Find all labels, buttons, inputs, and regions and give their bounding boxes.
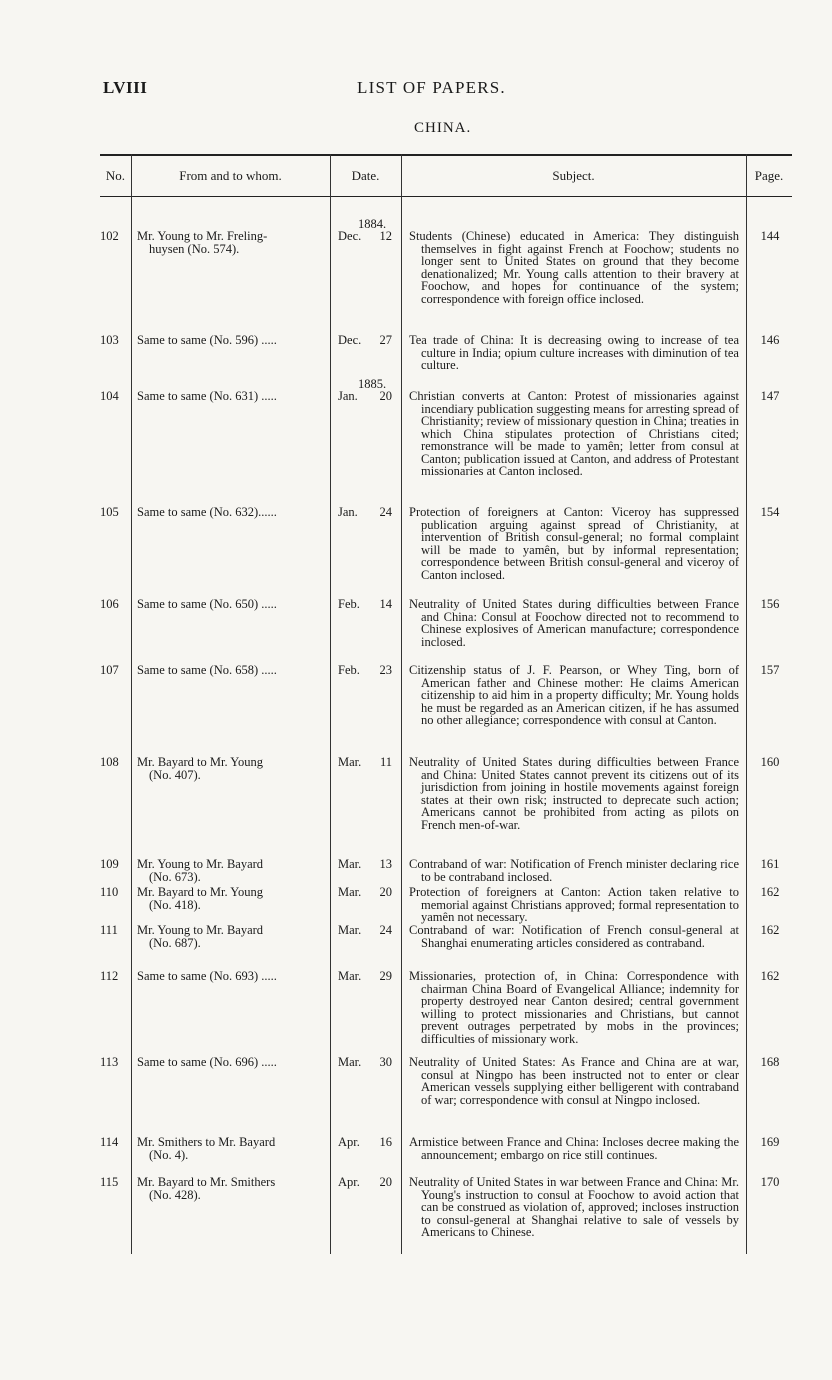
row-day: 13: [379, 857, 392, 871]
row-month: Feb.: [338, 663, 360, 677]
section-title: CHINA.: [414, 120, 472, 136]
row-month: Mar.: [338, 885, 362, 899]
row-subject: Citizenship status of J. F. Pearson, or Whey Ting, born of American father and Chinese mother: He claims American citizenship to aid him in a property difficulty; Mr. Young holds he must be regarded as an American citizen, if he has assumed no other allegiance; correspondence with consul at Canton.: [409, 663, 739, 727]
row-day: 12: [379, 229, 392, 243]
row-subject: Tea trade of China: It is decreasing owing to increase of tea culture in India; opium culture increases with diminution of tea culture.: [409, 333, 739, 372]
row-number: 112: [100, 969, 119, 983]
row-day: 11: [379, 755, 392, 769]
papers-table: [100, 154, 792, 1254]
header-from: From and to whom.: [179, 168, 282, 183]
column-divider: [330, 154, 331, 1254]
header-page: Page.: [754, 168, 784, 183]
row-page: 144: [760, 229, 780, 243]
row-subject: Protection of foreigners at Canton: Viceroy has suppressed publication arguing against spread of Christianity, at intervention of British consul-general; no formal complaint will be made to yamên, but by informal representation; correspondence between British consul-general and viceroy of Canton inclosed.: [409, 505, 739, 582]
header-date: Date.: [351, 168, 380, 183]
row-from-line: Same to same (No. 693) .....: [137, 969, 277, 983]
row-number: 106: [100, 597, 119, 611]
row-month: Dec.: [338, 229, 362, 243]
column-divider: [131, 154, 132, 1254]
row-from-line: Same to same (No. 696) .....: [137, 1055, 277, 1069]
row-day: 20: [379, 885, 392, 899]
row-subject: Students (Chinese) educated in America: They distinguish themselves in fight against French at Foochow; students no longer sent to United States on ground that they become denationalized; Mr. Young calls attention to their bravery at Foochow, and hopes for continuance of the system; correspondence with foreign office inclosed.: [409, 229, 739, 306]
row-from: [137, 756, 325, 781]
row-day: 20: [379, 1175, 392, 1189]
row-number: 111: [100, 923, 118, 937]
column-divider: [746, 154, 747, 1254]
row-year: 1885.: [357, 377, 387, 391]
row-page: 161: [760, 857, 780, 871]
row-from: [137, 1136, 325, 1161]
row-number: 109: [100, 857, 119, 871]
row-from: [137, 390, 325, 403]
row-page: 162: [760, 885, 780, 899]
row-subject: Protection of foreigners at Canton: Action taken relative to memorial against Christians approved; formal representation to yamên not necessary.: [409, 885, 739, 924]
header-no: No.: [105, 168, 126, 183]
row-number: 104: [100, 389, 119, 403]
header-rule: [100, 196, 792, 197]
row-from: [137, 858, 325, 883]
row-subject: Armistice between France and China: Incloses decree making the announcement; embargo on rice still continues.: [409, 1135, 739, 1162]
row-from-line: Same to same (No. 658) .....: [137, 663, 277, 677]
row-page: 157: [760, 663, 780, 677]
row-subject: Contraband of war: Notification of French consul-general at Shanghai enumerating articles considered as contraband.: [409, 923, 739, 950]
row-day: 30: [379, 1055, 392, 1069]
row-number: 105: [100, 505, 119, 519]
row-from: [137, 886, 325, 911]
row-month: Mar.: [338, 755, 362, 769]
row-number: 114: [100, 1135, 119, 1149]
row-from-line: (No. 673).: [149, 869, 201, 884]
row-from-line: (No. 4).: [149, 1147, 189, 1162]
row-from-line: Same to same (No. 632)......: [137, 505, 277, 519]
row-month: Mar.: [338, 923, 362, 937]
row-page: 154: [760, 505, 780, 519]
row-month: Mar.: [338, 1055, 362, 1069]
row-number: 113: [100, 1055, 119, 1069]
row-number: 103: [100, 333, 119, 347]
page-title: LIST OF PAPERS.: [357, 78, 506, 97]
row-page: 162: [760, 969, 780, 983]
row-from-line: Mr. Bayard to Mr. Young: [137, 885, 264, 899]
header-subject: Subject.: [552, 168, 595, 183]
row-day: 27: [379, 333, 392, 347]
row-page: 146: [760, 333, 780, 347]
row-number: 110: [100, 885, 119, 899]
row-year: 1884.: [357, 217, 387, 231]
row-subject: Neutrality of United States during difficulties between France and China: United States cannot prevent its citizens out of its jurisdiction from joining in hostile movements against foreign states at their own risk; instructed to deprecate such action; Americans cannot be prohibited from acting as pilots on French men-of-war.: [409, 755, 739, 832]
column-divider: [401, 154, 402, 1254]
row-from-line: Same to same (No. 631) .....: [137, 389, 277, 403]
row-subject: Missionaries, protection of, in China: Correspondence with chairman China Board of Evangelical Alliance; indemnity for property destroyed near Canton desired; central government willing to protect missionaries and Christians, but cannot prevent outrages perpetrated by mobs in the provinces; difficulties of missionary work.: [409, 969, 739, 1046]
row-from-line: huysen (No. 574).: [149, 241, 240, 256]
row-page: 156: [760, 597, 780, 611]
row-day: 24: [379, 505, 392, 519]
row-month: Mar.: [338, 857, 362, 871]
row-from: [137, 924, 325, 949]
row-month: Apr.: [338, 1175, 360, 1189]
row-from: [137, 1176, 325, 1201]
row-page: 160: [760, 755, 780, 769]
row-number: 102: [100, 229, 119, 243]
row-month: Jan.: [338, 505, 358, 519]
row-from-line: Mr. Smithers to Mr. Bayard: [137, 1135, 276, 1149]
row-from-line: (No. 428).: [149, 1187, 201, 1202]
row-month: Jan.: [338, 389, 358, 403]
row-page: 147: [760, 389, 780, 403]
row-from-line: Same to same (No. 596) .....: [137, 333, 277, 347]
row-subject: Neutrality of United States in war between France and China: Mr. Young's instruction to consul at Foochow to avoid action that can be construed as violation of, approved; incloses instruction to consul-general at Shanghai relative to sale of vessels by Americans to Chinese.: [409, 1175, 739, 1239]
row-from-line: Mr. Young to Mr. Freling-: [137, 229, 268, 243]
row-month: Apr.: [338, 1135, 360, 1149]
table-top-rule: [100, 154, 792, 156]
row-day: 23: [379, 663, 392, 677]
row-from: [137, 506, 325, 519]
row-page: 168: [760, 1055, 780, 1069]
row-day: 16: [379, 1135, 392, 1149]
row-day: 24: [379, 923, 392, 937]
row-month: Dec.: [338, 333, 362, 347]
row-month: Feb.: [338, 597, 360, 611]
row-subject: Christian converts at Canton: Protest of missionaries against incendiary publication suggesting means for arresting spread of Christianity; review of missionary question in China; treaties in which China stipulates protection of Christians cited; remonstrance will be made to yamên; letter from consul at Canton; publication issued at Canton, and address of Protestant missionaries at Canton inclosed.: [409, 389, 740, 478]
row-from-line: (No. 687).: [149, 935, 201, 950]
row-from-line: Mr. Bayard to Mr. Smithers: [137, 1175, 276, 1189]
row-page: 162: [760, 923, 780, 937]
row-month: Mar.: [338, 969, 362, 983]
row-from-line: (No. 407).: [149, 767, 201, 782]
row-number: 108: [100, 755, 119, 769]
row-from-line: Mr. Bayard to Mr. Young: [137, 755, 264, 769]
row-day: 14: [379, 597, 392, 611]
row-from-line: Mr. Young to Mr. Bayard: [137, 923, 264, 937]
row-from-line: Same to same (No. 650) .....: [137, 597, 277, 611]
row-from-line: Mr. Young to Mr. Bayard: [137, 857, 264, 871]
row-number: 107: [100, 663, 119, 677]
row-from-line: (No. 418).: [149, 897, 201, 912]
row-number: 115: [100, 1175, 119, 1189]
row-subject: Neutrality of United States: As France and China are at war, consul at Ningpo has been instructed not to enter or clear American vessels supplying either belligerent with contraband of war; correspondence with consul at Ningpo inclosed.: [409, 1055, 739, 1107]
row-from: [137, 1056, 325, 1069]
row-from: [137, 334, 325, 347]
row-from: [137, 664, 325, 677]
row-subject: Contraband of war: Notification of French minister declaring rice to be contraband inclosed.: [409, 857, 739, 884]
row-page: 169: [760, 1135, 780, 1149]
row-page: 170: [760, 1175, 780, 1189]
row-day: 20: [379, 389, 392, 403]
row-from: [137, 598, 325, 611]
row-subject: Neutrality of United States during difficulties between France and China: Consul at Foochow directed not to recommend to Chinese explosives of American manufacture; correspondence inclosed.: [409, 597, 739, 649]
page-number: LVIII: [103, 78, 148, 97]
row-day: 29: [379, 969, 392, 983]
row-from: [137, 230, 325, 255]
row-from: [137, 970, 325, 983]
